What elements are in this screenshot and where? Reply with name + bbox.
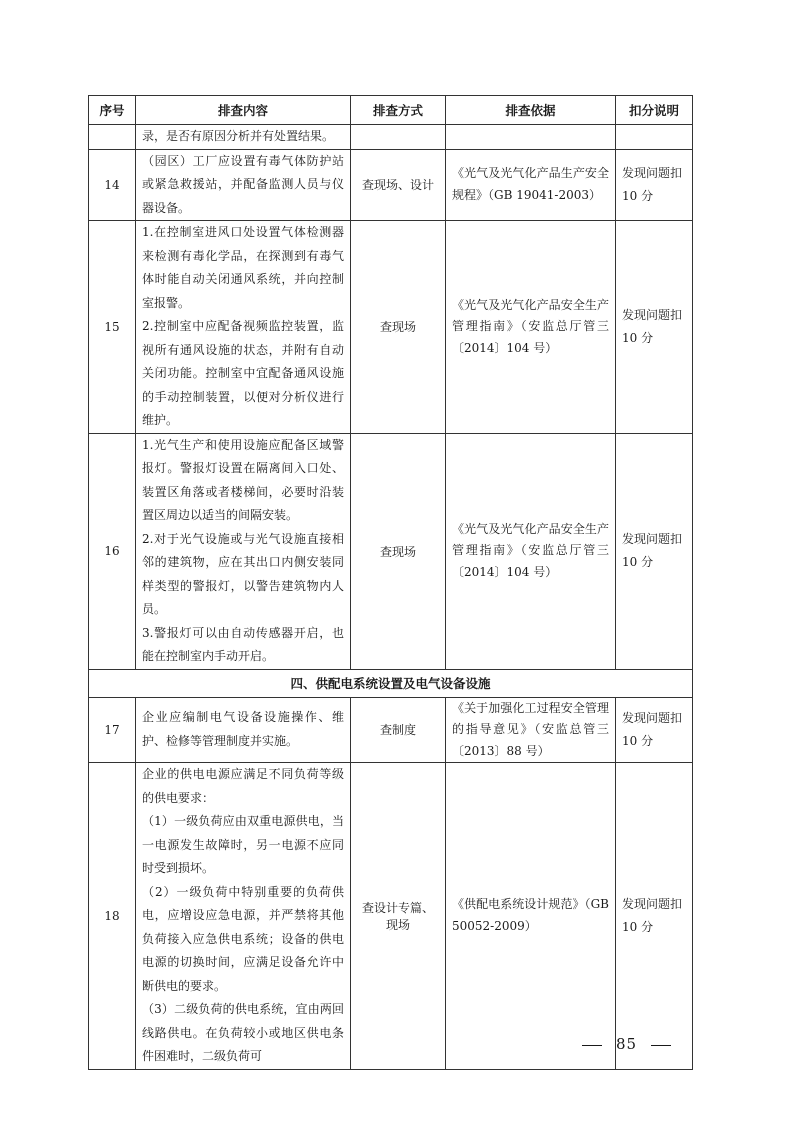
header-number: 序号 — [89, 96, 136, 125]
content-paragraph: 2.对于光气设施或与光气设施直接相邻的建筑物，应在其出口内侧安装同样类型的警报灯，以警告建筑物内人员。 — [142, 531, 344, 616]
content-paragraph: 1.光气生产和使用设施应配备区域警报灯。警报灯设置在隔离间入口处、装置区角落或者楼梯间，必要时沿装置区周边以适当的间隔安装。 — [142, 437, 344, 522]
table-row — [89, 149, 693, 221]
footer-dash-left — [582, 1045, 602, 1046]
row-method — [351, 125, 446, 150]
table-row — [89, 221, 693, 434]
footer-dash-right — [651, 1045, 671, 1046]
row-content — [136, 763, 351, 1070]
inspection-table — [88, 95, 693, 1070]
row-content — [136, 125, 351, 150]
content-paragraph: （1）一级负荷应由双重电源供电，当一电源发生故障时，另一电源不应同时受到损坏。 — [142, 814, 344, 875]
row-number — [89, 125, 136, 150]
row-deduction — [616, 125, 693, 150]
table-row — [89, 763, 693, 1070]
content-paragraph: 企业的供电电源应满足不同负荷等级的供电要求： — [142, 767, 344, 805]
row-number: 17 — [89, 697, 136, 763]
header-method: 排查方式 — [351, 96, 446, 125]
row-method: 查现场、设计 — [351, 149, 446, 221]
row-deduction: 发现问题扣 10 分 — [616, 763, 693, 1070]
row-number: 18 — [89, 763, 136, 1070]
content-paragraph: 2.控制室中应配备视频监控装置，监视所有通风设施的状态，并附有自动关闭功能。控制室中宜配备通风设施的手动控制装置，以便对分析仪进行维护。 — [142, 319, 344, 427]
row-deduction: 发现问题扣 10 分 — [616, 149, 693, 221]
row-number: 16 — [89, 433, 136, 669]
row-basis: 《供配电系统设计规范》（GB 50052-2009） — [446, 763, 616, 1070]
row-basis: 《光气及光气化产品安全生产管理指南》（安监总厅管三〔2014〕104 号） — [446, 221, 616, 434]
row-method: 查制度 — [351, 697, 446, 763]
row-number: 14 — [89, 149, 136, 221]
table-header-row — [89, 96, 693, 125]
row-basis: 《光气及光气化产品安全生产管理指南》（安监总厅管三〔2014〕104 号） — [446, 433, 616, 669]
row-basis: 《关于加强化工过程安全管理的指导意见》（安监总管三〔2013〕88 号） — [446, 697, 616, 763]
table-row — [89, 697, 693, 763]
row-content — [136, 697, 351, 763]
row-number: 15 — [89, 221, 136, 434]
row-basis: 《光气及光气化产品生产安全规程》（GB 19041-2003） — [446, 149, 616, 221]
row-deduction: 发现问题扣 10 分 — [616, 221, 693, 434]
content-paragraph: （园区）工厂应设置有毒气体防护站或紧急救援站，并配备监测人员与仪器设备。 — [142, 153, 344, 215]
row-deduction: 发现问题扣 10 分 — [616, 697, 693, 763]
section-header-row — [89, 669, 693, 697]
header-deduction: 扣分说明 — [616, 96, 693, 125]
content-paragraph: （3）二级负荷的供电系统，宜由两回线路供电。在负荷较小或地区供电条件困难时，二级负荷可 — [142, 1002, 344, 1063]
page-footer — [582, 1035, 671, 1053]
header-content: 排查内容 — [136, 96, 351, 125]
row-method: 查现场 — [351, 221, 446, 434]
row-content — [136, 149, 351, 221]
table-row — [89, 433, 693, 669]
table-row — [89, 125, 693, 150]
content-paragraph: 3.警报灯可以由自动传感器开启，也能在控制室内手动开启。 — [142, 625, 344, 663]
content-paragraph: 录，是否有原因分析并有处置结果。 — [142, 129, 335, 143]
content-paragraph: （2）一级负荷中特别重要的负荷供电，应增设应急电源，并严禁将其他负荷接入应急供电系统；设备的供电电源的切换时间，应满足设备允许中断供电的要求。 — [142, 884, 344, 993]
row-method: 查现场 — [351, 433, 446, 669]
row-deduction: 发现问题扣 10 分 — [616, 433, 693, 669]
content-paragraph: 1.在控制室进风口处设置气体检测器来检测有毒化学品，在探测到有毒气体时能自动关闭通风系统，并向控制室报警。 — [142, 225, 344, 310]
section-title: 四、供配电系统设置及电气设备设施 — [89, 669, 693, 697]
row-basis — [446, 125, 616, 150]
row-method: 查设计专篇、现场 — [351, 763, 446, 1070]
content-paragraph: 企业应编制电气设备设施操作、维护、检修等管理制度并实施。 — [142, 710, 344, 748]
row-content — [136, 221, 351, 434]
page-number: 85 — [616, 1035, 638, 1053]
row-content — [136, 433, 351, 669]
header-basis: 排查依据 — [446, 96, 616, 125]
